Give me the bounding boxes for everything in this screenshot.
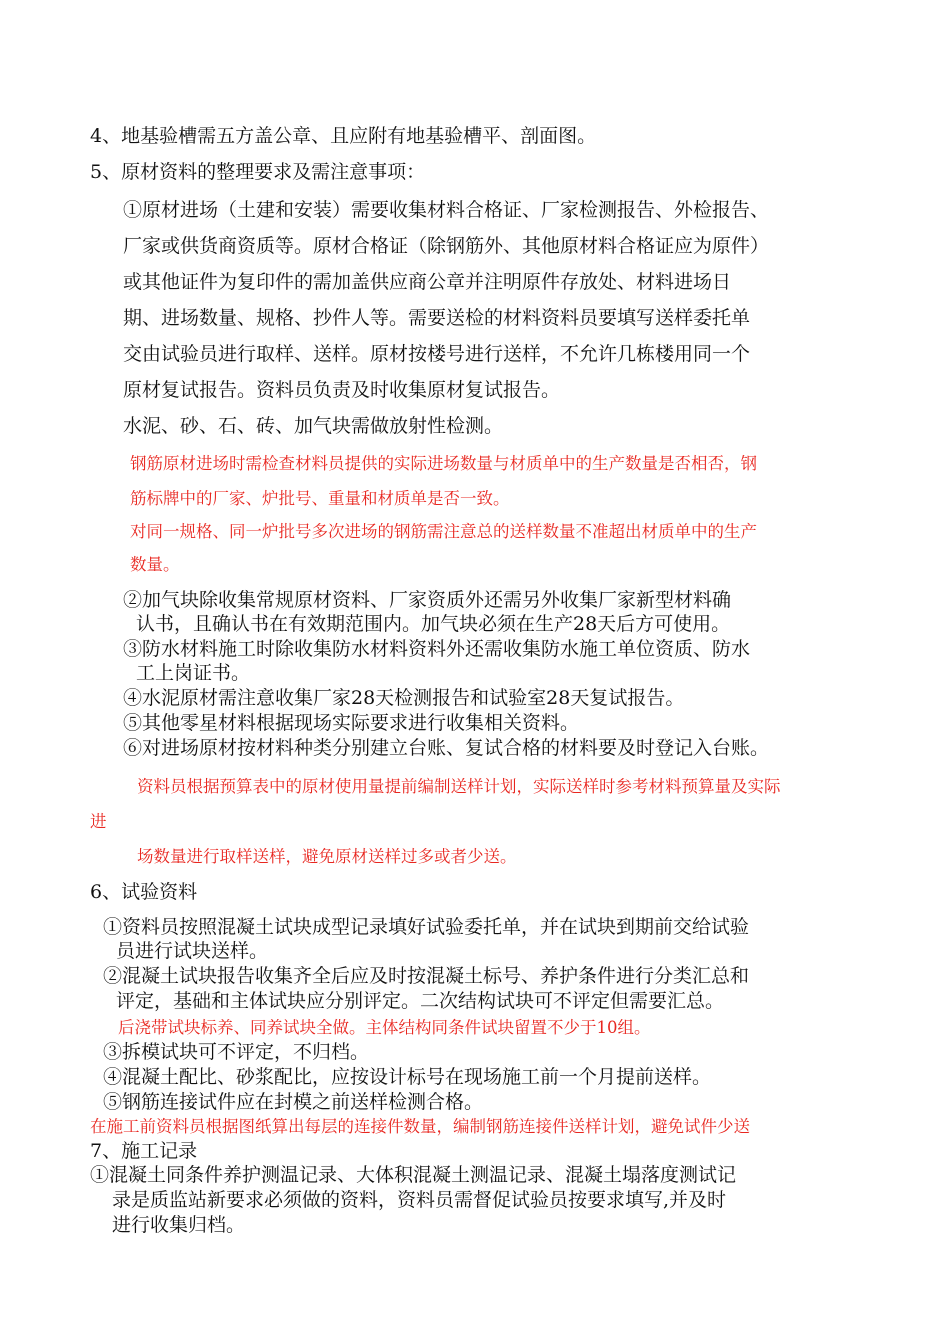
- text-line: 进行收集归档。: [112, 1214, 246, 1236]
- text-line: ③拆模试块可不评定，不归档。: [103, 1041, 370, 1063]
- highlight-note-line: 数量。: [130, 555, 180, 574]
- highlight-note-line: 进: [90, 812, 107, 831]
- text-line: ⑤钢筋连接试件应在封模之前送样检测合格。: [103, 1091, 484, 1113]
- highlight-note-line: 后浇带试块标养、同养试块全做。主体结构同条件试块留置不少于10组。: [118, 1018, 651, 1037]
- text-line: ④混凝土配比、砂浆配比，应按设计标号在现场施工前一个月提前送样。: [103, 1066, 712, 1088]
- text-line: 原材复试报告。资料员负责及时收集原材复试报告。: [123, 379, 561, 401]
- text-line: 5、原材资料的整理要求及需注意事项：: [90, 161, 426, 183]
- text-line: 录是质监站新要求必须做的资料，资料员需督促试验员按要求填写,并及时: [112, 1189, 727, 1211]
- text-line: 水泥、砂、石、砖、加气块需做放射性检测。: [123, 415, 504, 437]
- text-line: 员进行试块送样。: [116, 940, 269, 962]
- text-line: ①原材进场（土建和安装）需要收集材料合格证、厂家检测报告、外检报告、: [123, 199, 770, 221]
- highlight-note-line: 筋标牌中的厂家、炉批号、重量和材质单是否一致。: [130, 489, 510, 508]
- text-line: 6、试验资料: [90, 881, 198, 903]
- text-line: 7、施工记录: [90, 1140, 198, 1162]
- text-line: 期、进场数量、规格、抄件人等。需要送检的材料资料员要填写送样委托单: [123, 307, 751, 329]
- text-line: ③防水材料施工时除收集防水材料资料外还需收集防水施工单位资质、防水: [123, 638, 751, 660]
- text-line: 工上岗证书。: [136, 662, 251, 684]
- text-line: 4、地基验槽需五方盖公章、且应附有地基验槽平、剖面图。: [90, 125, 597, 147]
- text-line: 交由试验员进行取样、送样。原材按楼号进行送样，不允许几栋楼用同一个: [123, 343, 751, 365]
- text-line: ②加气块除收集常规原材资料、厂家资质外还需另外收集厂家新型材料确: [123, 589, 732, 611]
- text-line: ②混凝土试块报告收集齐全后应及时按混凝土标号、养护条件进行分类汇总和: [103, 965, 750, 987]
- text-line: 厂家或供货商资质等。原材合格证（除钢筋外、其他原材料合格证应为原件）: [123, 235, 770, 257]
- text-line: 或其他证件为复印件的需加盖供应商公章并注明原件存放处、材料进场日: [123, 271, 732, 293]
- text-line: 认书，且确认书在有效期范围内。加气块必须在生产28天后方可使用。: [136, 613, 731, 635]
- highlight-note-line: 资料员根据预算表中的原材使用量提前编制送样计划，实际送样时参考材料预算量及实际: [137, 777, 781, 796]
- text-line: ④水泥原材需注意收集厂家28天检测报告和试验室28天复试报告。: [123, 687, 685, 709]
- highlight-note-line: 在施工前资料员根据图纸算出每层的连接件数量，编制钢筋连接件送样计划，避免试件少送: [90, 1117, 750, 1136]
- text-line: 评定，基础和主体试块应分别评定。二次结构试块可不评定但需要汇总。: [116, 990, 725, 1012]
- text-line: ①混凝土同条件养护测温记录、大体积混凝土测温记录、混凝土塌落度测试记: [90, 1164, 737, 1186]
- highlight-note-line: 场数量进行取样送样，避免原材送样过多或者少送。: [137, 847, 517, 866]
- text-line: ①资料员按照混凝土试块成型记录填好试验委托单，并在试块到期前交给试验: [103, 916, 750, 938]
- text-line: ⑤其他零星材料根据现场实际要求进行收集相关资料。: [123, 712, 580, 734]
- text-line: ⑥对进场原材按材料种类分别建立台账、复试合格的材料要及时登记入台账。: [123, 737, 770, 759]
- highlight-note-line: 对同一规格、同一炉批号多次进场的钢筋需注意总的送样数量不准超出材质单中的生产: [130, 522, 757, 541]
- highlight-note-line: 钢筋原材进场时需检查材料员提供的实际进场数量与材质单中的生产数量是否相否，钢: [130, 454, 757, 473]
